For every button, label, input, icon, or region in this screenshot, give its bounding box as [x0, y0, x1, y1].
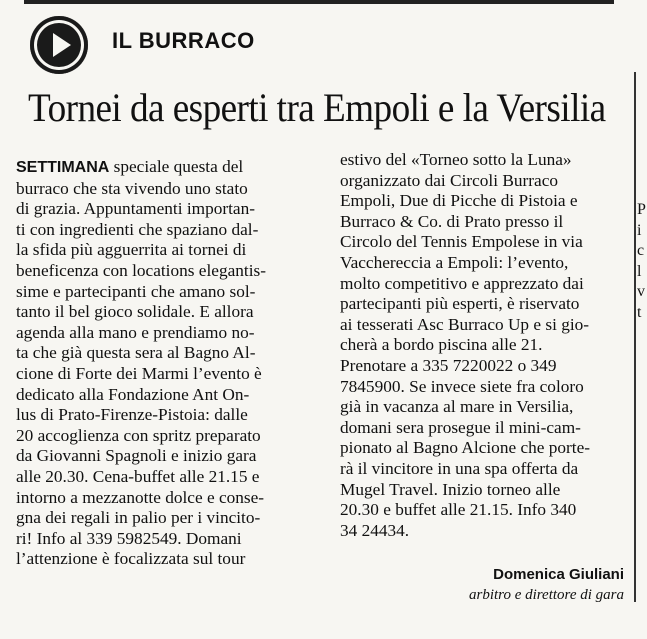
lead-word: SETTIMANA	[16, 159, 110, 176]
column-line: Burraco & Co. di Prato presso il	[340, 211, 564, 231]
column-line: Circolo del Tennis Empolese in via	[340, 232, 583, 252]
adjacent-article-edge: P i c l v t	[637, 201, 646, 321]
column-line: partecipanti più esperti, è riservato	[340, 294, 580, 314]
author-name: Domenica Giuliani	[493, 566, 624, 583]
column-line: Empoli, Due di Picche di Pistoia e	[340, 191, 578, 211]
column-line: SETTIMANA speciale questa del	[16, 157, 244, 176]
article-column-2	[340, 150, 630, 541]
section-rubric: IL BURRACO	[112, 28, 255, 53]
author-role: arbitro e direttore di gara	[469, 587, 624, 603]
column-line: ta che già questa sera al Bagno Al-	[16, 343, 256, 363]
top-rule	[24, 0, 614, 4]
column-line: Vacchereccia a Empoli: l’evento,	[340, 252, 569, 272]
article-column-1	[16, 157, 334, 570]
column-line: di grazia. Appuntamenti importan-	[16, 199, 255, 219]
column-line: Mugel Travel. Inizio torneo alle	[340, 479, 561, 499]
column-line: cherà a bordo piscina alle 21.	[340, 335, 543, 355]
column-line: estivo del «Torneo sotto la Luna»	[340, 150, 572, 169]
column-line: lus di Prato-Firenze-Pistoia: dalle	[16, 405, 248, 425]
column-line: Prenotare a 335 7220022 o 349	[340, 355, 557, 375]
column-line: cione di Forte dei Marmi l’evento è	[16, 363, 262, 383]
column-line: molto competitivo e apprezzato dai	[340, 273, 584, 293]
column-line: intorno a mezzanotte dolce e conse-	[16, 487, 265, 507]
column-line: tanto il bel gioco solidale. E allora	[16, 302, 254, 322]
column-line: 7845900. Se invece siete fra coloro	[340, 376, 584, 396]
column-line: ti con ingredienti che spaziano dal-	[16, 219, 259, 239]
column-line: la sfida più agguerrita ai tornei di	[16, 240, 247, 260]
column-line: burraco che sta vivendo uno stato	[16, 178, 248, 198]
article-headline: Tornei da esperti tra Empoli e la Versilia	[28, 85, 606, 130]
author-signature	[469, 566, 624, 604]
column-line: alle 20.30. Cena-buffet alle 21.15 e	[16, 466, 260, 486]
column-line: da Giovanni Spagnoli e inizio gara	[16, 446, 257, 466]
column-line: 20.30 e buffet alle 21.15. Info 340	[340, 500, 577, 520]
column-line: 34 24434.	[340, 520, 410, 540]
column-line: agenda alla mano e prendiamo no-	[16, 322, 255, 342]
column-line: beneficenza con locations elegantis-	[16, 260, 266, 280]
column-line: organizzato dai Circoli Burraco	[340, 170, 559, 190]
column-line: domani sera prosegue il mini-cam-	[340, 417, 581, 437]
column-line: già in vacanza al mare in Versilia,	[340, 397, 574, 417]
play-icon	[30, 16, 88, 74]
column-line: dedicato alla Fondazione Ant On-	[16, 384, 250, 404]
column-line: 20 accoglienza con spritz preparato	[16, 425, 261, 445]
column-line: gna dei regali in palio per i vincito-	[16, 508, 261, 528]
column-line: sime e partecipanti che amano sol-	[16, 281, 256, 301]
column-line: pionato al Bagno Alcione che porte-	[340, 438, 591, 458]
column-line: ai tesserati Asc Burraco Up e si gio-	[340, 314, 590, 334]
column-divider	[634, 72, 636, 602]
column-line: l’attenzione è focalizzata sul tour	[16, 549, 246, 569]
column-line: rà il vincitore in una spa offerta da	[340, 458, 579, 478]
column-line: ri! Info al 339 5982549. Domani	[16, 528, 242, 548]
